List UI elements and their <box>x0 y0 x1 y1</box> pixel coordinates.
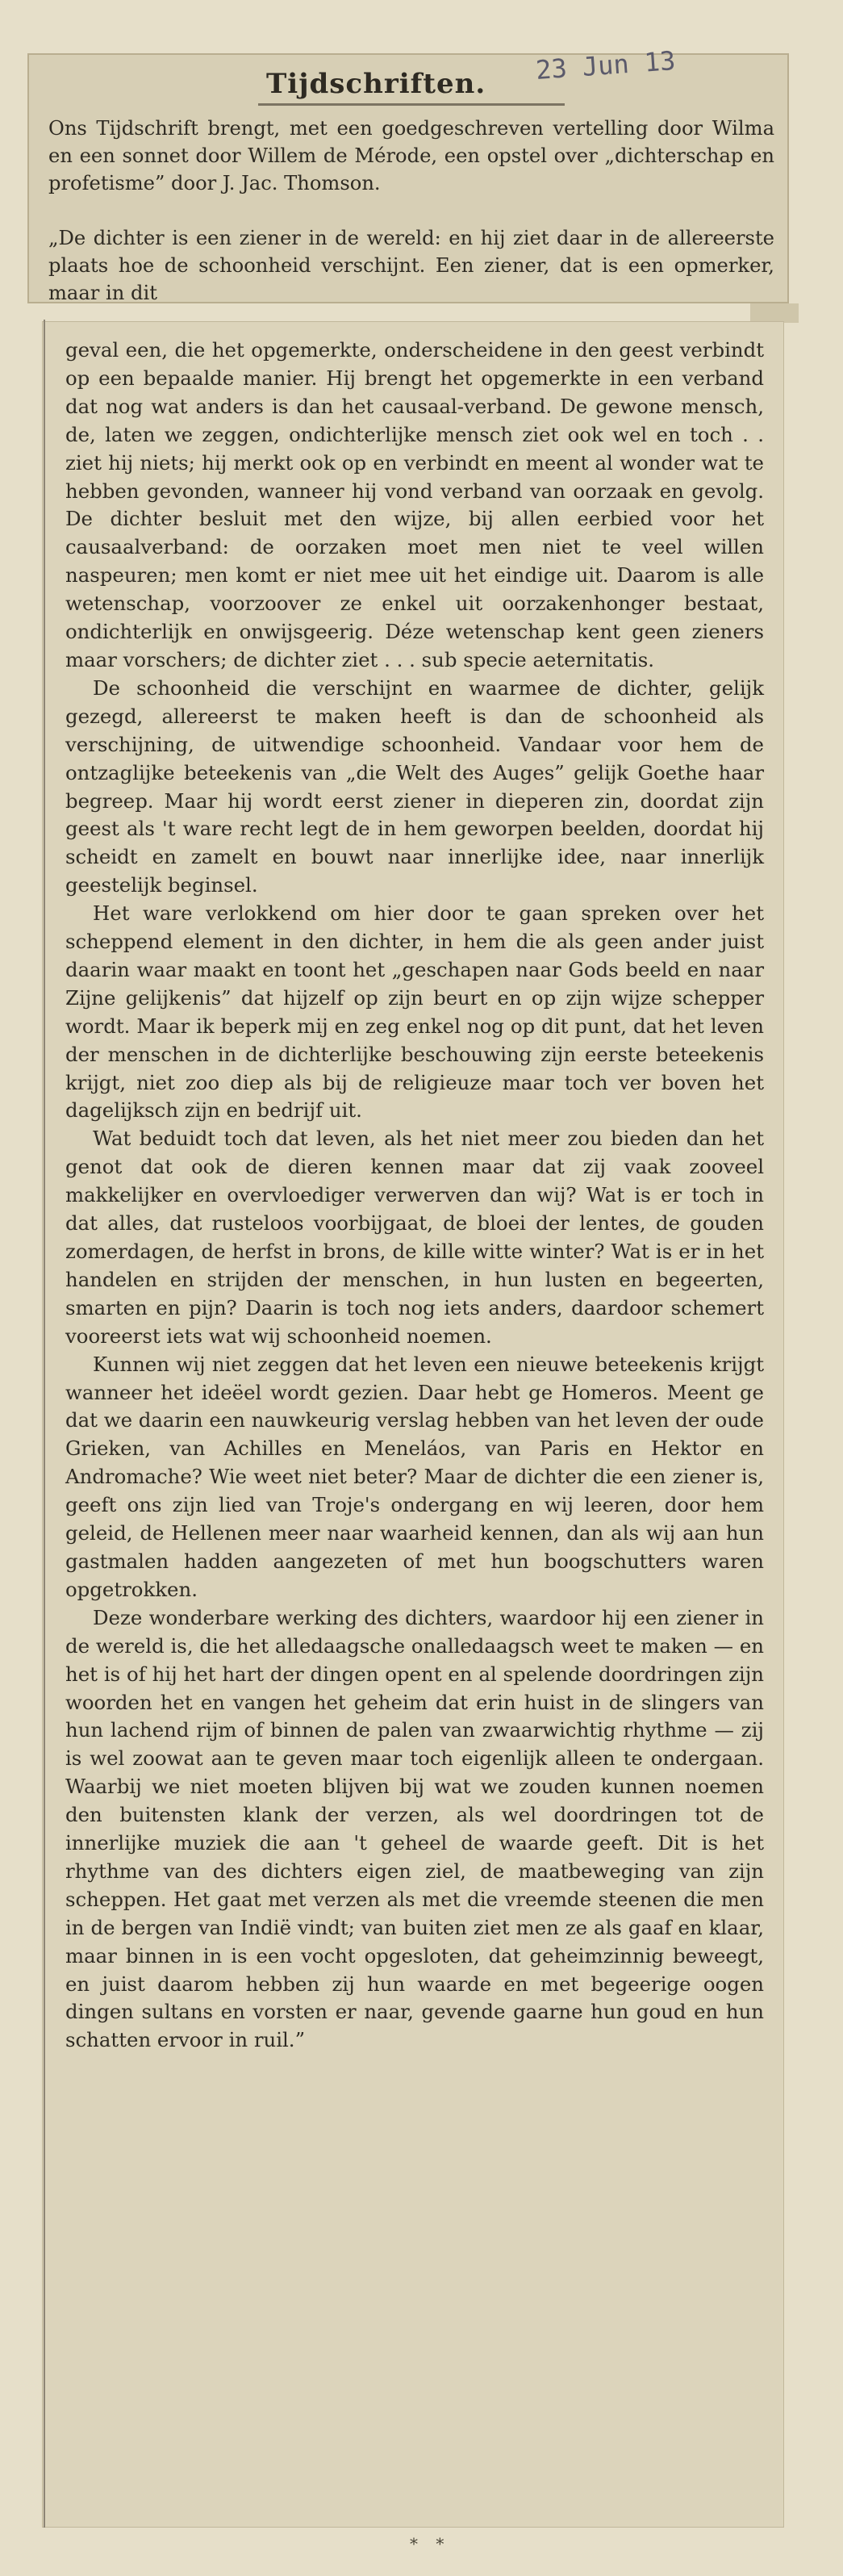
article-body <box>65 337 764 2055</box>
clipping-left-edge <box>44 320 45 2528</box>
title-underline <box>258 103 565 106</box>
column-title: Tijdschriften. <box>266 68 486 100</box>
end-mark: * * <box>410 2534 451 2553</box>
body-paragraph-1: geval een, die het opgemerkte, onderscheidene in den geest verbindt op een bepaalde manier. Hij brengt het opgemerkte in een verband dat nog wat anders is dan het causaal-verband. De gewone mensch, de, laten we zeggen, ondichterlijke mensch ziet ook wel en toch . . ziet hij niets; hij merkt ook op en verbindt en meent al wonder wat te hebben gevonden, wanneer hij vond verband van oorzaak en gevolg. De dichter besluit met den wijze, bij allen eerbied voor het causaalverband: de oorzaken moet men niet te veel willen naspeuren; men komt er niet mee uit het eindige uit. Daarom is alle wetenschap, voorzoover ze enkel uit oorzakenhonger bestaat, ondichterlijk en onwijsgeerig. Déze wetenschap kent geen zieners maar vorschers; de dichter ziet . . . sub specie aeternitatis. <box>65 338 764 671</box>
body-paragraph-4: Wat beduidt toch dat leven, als het niet meer zou bieden dan het genot dat ook de dieren kennen maar dat zij vaak zooveel makkelijker en overvloediger verwerven dan wij? Wat is er toch in dat alles, dat rusteloos voorbijgaat, de bloei der lentes, de gouden zomerdagen, de herfst in brons, de kille witte winter? Wat is er in het handelen en strijden der menschen, in hun lusten en begeerten, smarten en pijn? Daarin is toch nog iets anders, daardoor schemert vooreerst iets wat wij schoonheid noemen. <box>65 1127 764 1348</box>
paper-fold <box>750 303 799 323</box>
body-paragraph-6: Deze wonderbare werking des dichters, waardoor hij een ziener in de wereld is, die het alledaagsche onalledaagsch weet te maken — en het is of hij het hart der dingen opent en al spelende doordringen zijn woorden het en vangen het geheim dat erin huist in de slingers van hun lachend rijm of binnen de palen van zwaarwichtig rhythme — zij is wel zoowat aan te geven maar toch eigenlijk alleen te ondergaan. Waarbij we niet moeten blijven bij wat we zouden kunnen noemen den buitensten klank der verzen, als wel doordringen tot de innerlijke muziek die aan 't geheel de waarde geeft. Dit is het rhythme van des dichters eigen ziel, de maatbeweging van zijn scheppen. Het gaat met verzen als met die vreemde steenen die men in de bergen van Indië vindt; van buiten ziet men ze als gaaf en klaar, maar binnen in is een vocht opgesloten, dat geheimzinnig beweegt, en juist daarom hebben zij hun waarde en met begeerige oogen dingen sultans en vorsten er naar, gevende gaarne hun goud en hun schatten ervoor in ruil.” <box>65 1605 764 2052</box>
body-paragraph-5: Kunnen wij niet zeggen dat het leven een nieuwe beteekenis krijgt wanneer het ideëel wordt gezien. Daar hebt ge Homeros. Meent ge dat we daarin een nauwkeurig verslag hebben van het leven der oude Grieken, van Achilles en Meneláos, van Paris en Hektor en Andromache? Wie weet niet beter? Maar de dichter die een ziener is, geeft ons zijn lied van Troje's ondergang en wij leeren, door hem geleid, de Hellenen meer naar waarheid kennen, dan als wij aan hun gastmalen hadden aangezeten of met hun boogschutters waren opgetrokken. <box>65 1352 764 1601</box>
body-paragraph-3: Het ware verlokkend om hier door te gaan spreken over het scheppend element in den dichter, in hem die als geen ander juist daarin waar maakt en toont het „geschapen naar Gods beeld en naar Zijne gelijkenis” dat hijzelf op zijn beurt en op zijn wijze schepper wordt. Maar ik beperk mij en zeg enkel nog op dit punt, dat het leven der menschen in de dichterlijke beschouwing zijn eerste beteekenis krijgt, niet zoo diep als bij de religieuze maar toch ver boven het dagelijksch zijn en bedrijf uit. <box>65 901 764 1123</box>
handwritten-date: 23 Jun 13 <box>534 44 677 86</box>
body-paragraph-2: De schoonheid die verschijnt en waarmee de dichter, gelijk gezegd, allereerst te maken heeft is dan de schoonheid als verschijning, de uitwendige schoonheid. Vandaar voor hem de ontzaglijke beteekenis van „die Welt des Auges” gelijk Goethe haar begreep. Maar hij wordt eerst ziener in dieperen zin, doordat zijn geest als 't ware recht legt de in hem geworpen beelden, doordat hij scheidt en zamelt en bouwt naar innerlijke idee, naar innerlijk geestelijk beginsel. <box>65 675 764 897</box>
clipping-body-piece <box>42 321 784 2528</box>
intro-paragraph-1: Ons Tijdschrift brengt, met een goedgeschreven vertelling door Wilma en een sonnet door Willem de Mérode, een opstel over „dichterschap en profetisme” door J. Jac. Thomson. <box>48 117 774 194</box>
intro-paragraph-2: „De dichter is een ziener in de wereld: en hij ziet daar in de allereerste plaats hoe de schoonheid verschijnt. Een ziener, dat is een opmerker, maar in dit <box>48 227 774 304</box>
